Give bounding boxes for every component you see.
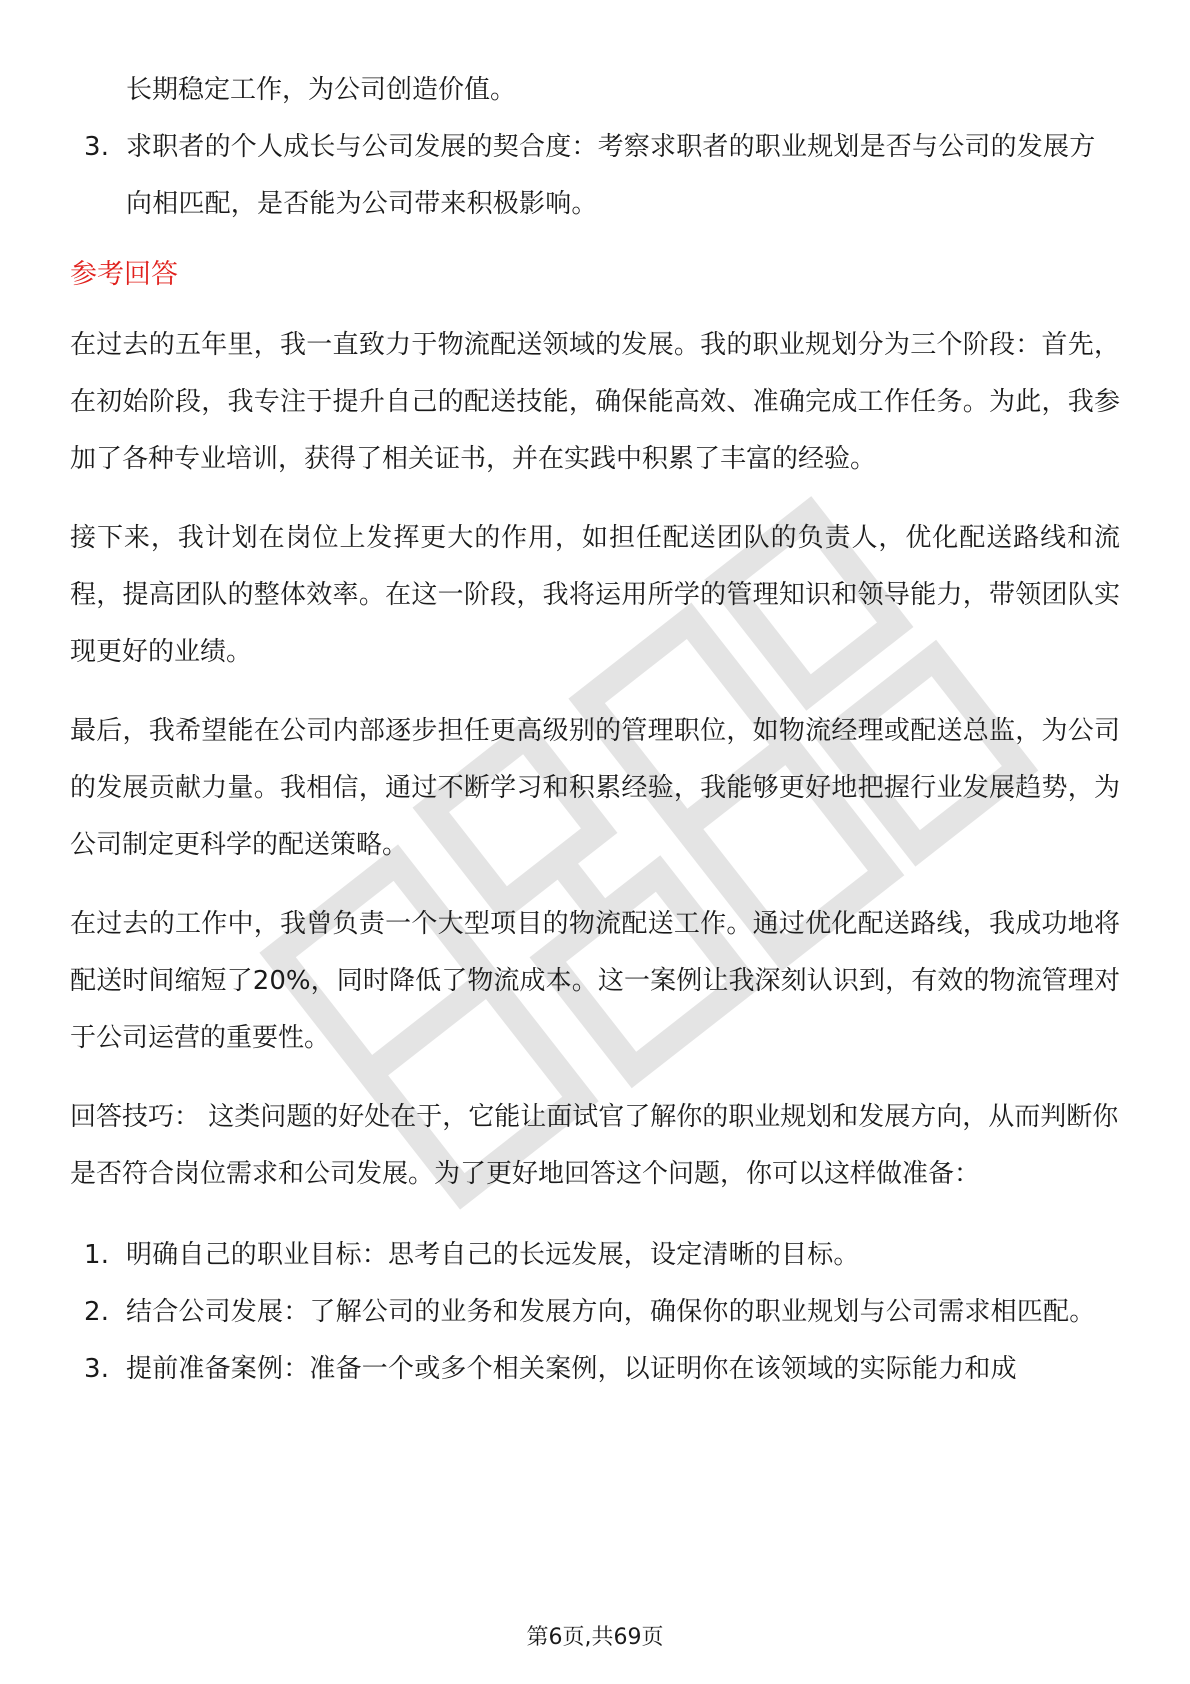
list-number: 2. [84,1297,110,1327]
tip-list-item [70,1227,1120,1284]
list-number: 1. [84,1240,110,1270]
page-footer: 第6页,共69页 [526,1625,664,1650]
list-item [70,119,1120,233]
answer-tip: 回答技巧： 这类问题的好处在于，它能让面试官了解你的职业规划和发展方向，从而判断你是否符合岗位需求和公司发展。为了更好地回答这个问题，你可以这样做准备： [70,1102,1119,1189]
list-number: 3. [84,1354,110,1384]
tip-list-item [70,1341,1120,1398]
answer-paragraph: 接下来，我计划在岗位上发挥更大的作用，如担任配送团队的负责人，优化配送路线和流程，提高团队的整体效率。在这一阶段，我将运用所学的管理知识和领导能力，带领团队实现更好的业绩。 [70,523,1120,667]
answer-paragraph: 在过去的工作中，我曾负责一个大型项目的物流配送工作。通过优化配送路线，我成功地将配送时间缩短了20%，同时降低了物流成本。这一案例让我深刻认识到，有效的物流管理对于公司运营的重要性。 [70,909,1120,1053]
list-number: 3. [84,132,110,162]
list-item-continuation: 长期稳定工作，为公司创造价值。 [126,75,517,105]
answer-paragraph: 最后，我希望能在公司内部逐步担任更高级别的管理职位，如物流经理或配送总监，为公司的发展贡献力量。我相信，通过不断学习和积累经验，我能够更好地把握行业发展趋势，为公司制定更科学的配送策略。 [70,716,1120,860]
answer-paragraph: 在过去的五年里，我一直致力于物流配送领域的发展。我的职业规划分为三个阶段：首先，在初始阶段，我专注于提升自己的配送技能，确保能高效、准确完成工作任务。为此，我参加了各种专业培训，获得了相关证书，并在实践中积累了丰富的经验。 [70,330,1120,474]
list-item-text: 提前准备案例：准备一个或多个相关案例，以证明你在该领域的实际能力和成 [126,1354,1017,1384]
list-item-text: 明确自己的职业目标：思考自己的长远发展，设定清晰的目标。 [126,1240,860,1270]
list-item-text: 求职者的个人成长与公司发展的契合度：考察求职者的职业规划是否与公司的发展方向相匹配，是否能为公司带来积极影响。 [126,132,1096,219]
main-content [70,62,1120,1398]
section-title: 参考回答 [70,259,178,290]
tip-list-item [70,1284,1120,1341]
list-item-text: 结合公司发展：了解公司的业务和发展方向，确保你的职业规划与公司需求相匹配。 [126,1297,1096,1327]
